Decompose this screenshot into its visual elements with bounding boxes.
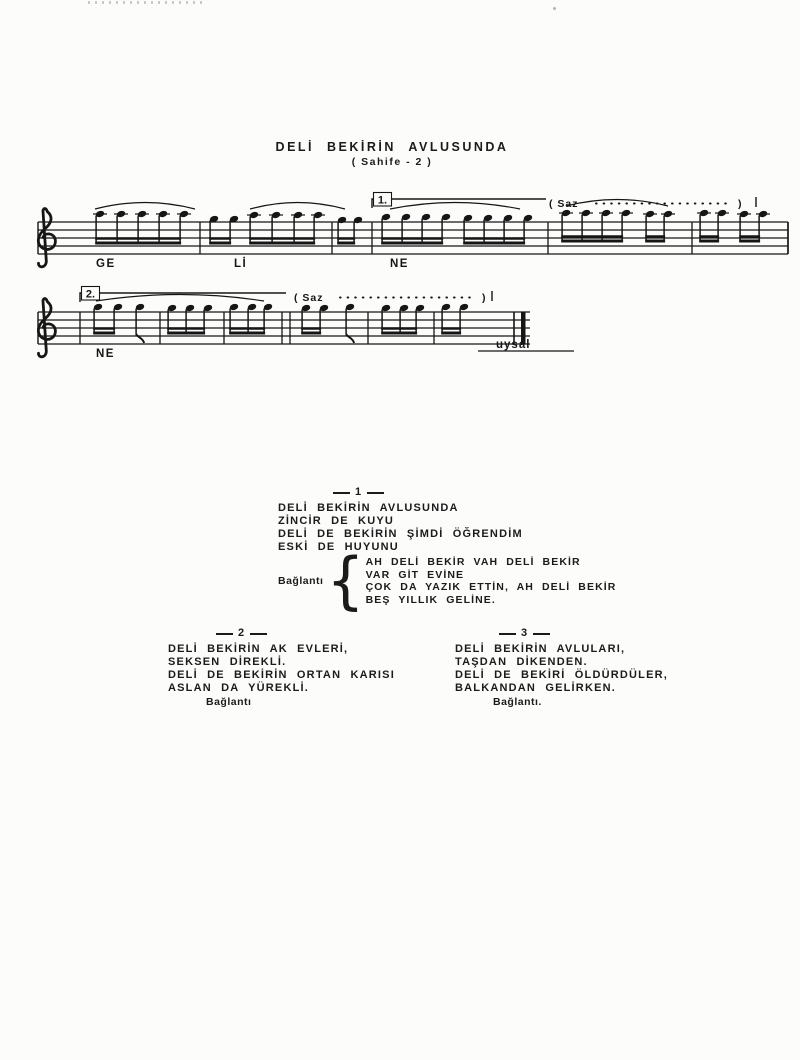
lyric-syllable: NE xyxy=(390,258,409,270)
verse-2-header xyxy=(216,627,395,640)
saz-close-paren: ) xyxy=(738,198,742,210)
lyric-syllable: NE xyxy=(96,348,115,360)
verse-3 xyxy=(455,627,668,709)
verse-2-number: 2 xyxy=(238,627,246,639)
page-title: DELİ BEKİRİN AVLUSUNDA xyxy=(275,140,509,154)
staff-1 xyxy=(38,193,788,271)
header-dash xyxy=(333,492,350,494)
refrain-brace: { xyxy=(326,544,365,618)
volta-label: 1. xyxy=(377,194,388,207)
header-dash xyxy=(499,633,516,635)
saz-close-paren: ) xyxy=(482,292,486,304)
verse-2 xyxy=(168,627,395,709)
lyric-syllable: Lİ xyxy=(234,258,248,270)
verse-line: DELİ BEKİRİN AVLUSUNDA xyxy=(278,502,459,514)
verse-line: DELİ BEKİRİN AK EVLERİ, xyxy=(168,643,349,655)
verse-2-refrain-cue: Bağlantı xyxy=(206,696,252,708)
refrain-line: AH DELİ BEKİR VAH DELİ BEKİR xyxy=(365,556,581,568)
slur xyxy=(390,203,520,210)
verse-line: DELİ DE BEKİRİN ORTAN KARISI xyxy=(168,669,395,681)
header-dash xyxy=(250,633,267,635)
refrain-line: ÇOK DA YAZIK ETTİN, AH DELİ BEKİR xyxy=(365,581,617,593)
music-notation xyxy=(0,0,800,380)
verse-1 xyxy=(278,486,523,554)
slur xyxy=(96,295,264,302)
refrain-line: BEŞ YILLIK GELİNE. xyxy=(365,593,496,606)
verse-line: DELİ DE BEKİRİN ŞİMDİ ÖĞRENDİM xyxy=(278,528,523,540)
verse-3-refrain-cue: Bağlantı. xyxy=(493,696,542,708)
header-dash xyxy=(533,633,550,635)
refrain-line: VAR GİT EVİNE xyxy=(365,568,465,581)
staff-2 xyxy=(38,287,574,361)
header-dash xyxy=(216,633,233,635)
verse-line: BALKANDAN GELİRKEN. xyxy=(455,682,617,694)
verse-1-number: 1 xyxy=(355,486,363,498)
verse-line: DELİ DE BEKİRİ ÖLDÜRDÜLER, xyxy=(455,669,669,681)
verse-line: SEKSEN DİREKLİ. xyxy=(168,656,287,668)
verse-line: ESKİ DE HUYUNU xyxy=(278,541,399,553)
composer-signature: uysal xyxy=(496,339,531,351)
verse-line: ZİNCİR DE KUYU xyxy=(278,515,395,527)
slur xyxy=(566,200,668,207)
slur xyxy=(95,203,195,210)
saz-label: ( Saz xyxy=(294,292,324,304)
lyric-syllable: GE xyxy=(96,258,116,270)
volta-label: 2. xyxy=(85,288,96,301)
verse-3-number: 3 xyxy=(521,627,529,639)
refrain-label: Bağlantı xyxy=(278,575,324,587)
verse-line: TAŞDAN DİKENDEN. xyxy=(455,656,588,668)
note-flag xyxy=(346,334,354,343)
note-flag xyxy=(136,334,144,343)
saz-label: ( Saz xyxy=(549,198,579,210)
page-subtitle: ( Sahife - 2 ) xyxy=(351,156,433,168)
slur xyxy=(250,203,345,210)
verse-line: DELİ BEKİRİN AVLULARI, xyxy=(455,643,626,655)
volta-bracket xyxy=(372,199,546,208)
verse-3-header xyxy=(499,627,668,640)
header-dash xyxy=(367,492,384,494)
verse-1-header xyxy=(333,486,523,499)
refrain-lines xyxy=(366,556,617,606)
verse-line: ASLAN DA YÜREKLİ. xyxy=(168,682,310,694)
